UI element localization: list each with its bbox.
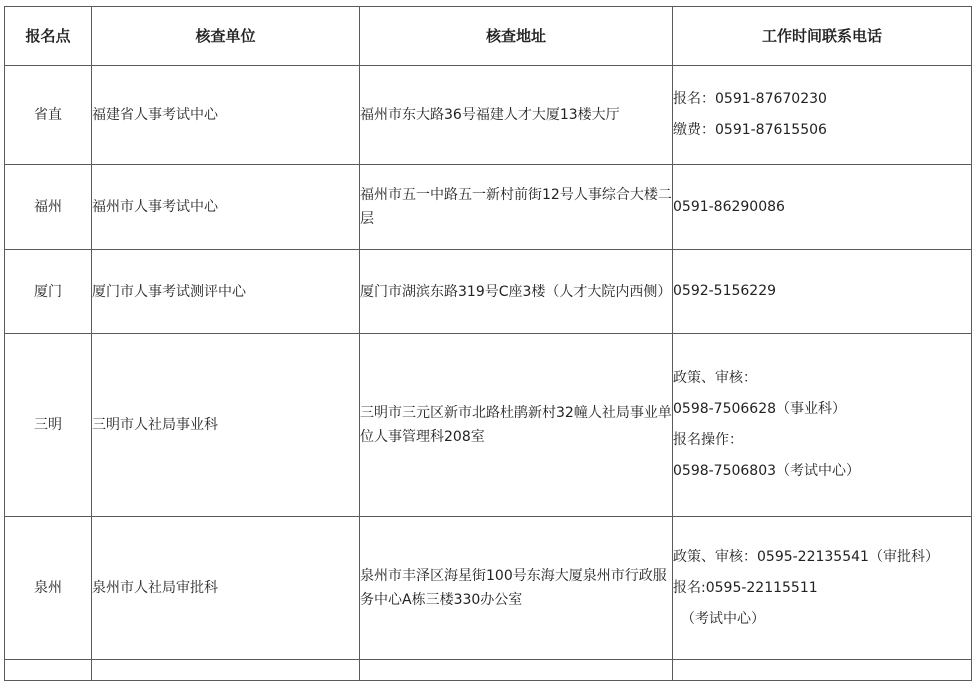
cell-verification-address: 泉州市丰泽区海星街100号东海大厦泉州市行政服务中心A栋三楼330办公室 bbox=[360, 517, 673, 660]
phone-line: （考试中心） bbox=[681, 610, 765, 627]
phone-line: 政策、审核： bbox=[673, 370, 757, 386]
cell-contact-phone bbox=[673, 165, 972, 250]
table-row bbox=[5, 517, 972, 660]
phone-line: 0598-7506803（考试中心） bbox=[673, 463, 861, 479]
cell-contact-phone bbox=[673, 517, 972, 660]
cell-registration-point: 省直 bbox=[5, 66, 92, 165]
cell-registration-point: 泉州 bbox=[5, 517, 92, 660]
header-contact-phone: 工作时间联系电话 bbox=[673, 7, 972, 66]
cell-registration-point: 福州 bbox=[5, 165, 92, 250]
cell-verification-unit: 福建省人事考试中心 bbox=[92, 66, 360, 165]
cell-empty bbox=[92, 660, 360, 681]
header-registration-point: 报名点 bbox=[5, 7, 92, 66]
phone-line: 报名:0595-22115511 bbox=[673, 579, 818, 596]
cell-registration-point: 三明 bbox=[5, 334, 92, 517]
table-row bbox=[5, 250, 972, 334]
table-row bbox=[5, 66, 972, 165]
cell-contact-phone bbox=[673, 66, 972, 165]
cell-verification-address: 福州市东大路36号福建人才大厦13楼大厅 bbox=[360, 66, 673, 165]
cell-empty bbox=[673, 660, 972, 681]
cell-contact-phone bbox=[673, 250, 972, 334]
header-verification-unit: 核查单位 bbox=[92, 7, 360, 66]
phone-line: 报名：0591-87670230 bbox=[673, 91, 827, 107]
cell-contact-phone bbox=[673, 334, 972, 517]
cell-empty bbox=[5, 660, 92, 681]
table-row bbox=[5, 165, 972, 250]
phone-line: 0592-5156229 bbox=[673, 283, 777, 299]
cell-verification-unit: 福州市人事考试中心 bbox=[92, 165, 360, 250]
header-verification-address: 核查地址 bbox=[360, 7, 673, 66]
phone-line: 0591-86290086 bbox=[673, 198, 785, 215]
cell-verification-address: 福州市五一中路五一新村前街12号人事综合大楼二层 bbox=[360, 165, 673, 250]
phone-line: 报名操作： bbox=[673, 432, 743, 448]
cell-verification-unit: 三明市人社局事业科 bbox=[92, 334, 360, 517]
cell-empty bbox=[360, 660, 673, 681]
phone-line: 缴费：0591-87615506 bbox=[673, 122, 827, 138]
cell-verification-unit: 厦门市人事考试测评中心 bbox=[92, 250, 360, 334]
contact-table bbox=[4, 6, 972, 681]
phone-line: 0598-7506628（事业科） bbox=[673, 401, 847, 417]
phone-line: 政策、审核：0595-22135541（审批科） bbox=[673, 548, 939, 565]
cell-registration-point: 厦门 bbox=[5, 250, 92, 334]
table-header-row bbox=[5, 7, 972, 66]
cell-verification-unit: 泉州市人社局审批科 bbox=[92, 517, 360, 660]
table-row bbox=[5, 334, 972, 517]
table-row-partial bbox=[5, 660, 972, 681]
cell-verification-address: 厦门市湖滨东路319号C座3楼（人才大院内西侧） bbox=[360, 250, 673, 334]
cell-verification-address: 三明市三元区新市北路杜鹃新村32幢人社局事业单位人事管理科208室 bbox=[360, 334, 673, 517]
